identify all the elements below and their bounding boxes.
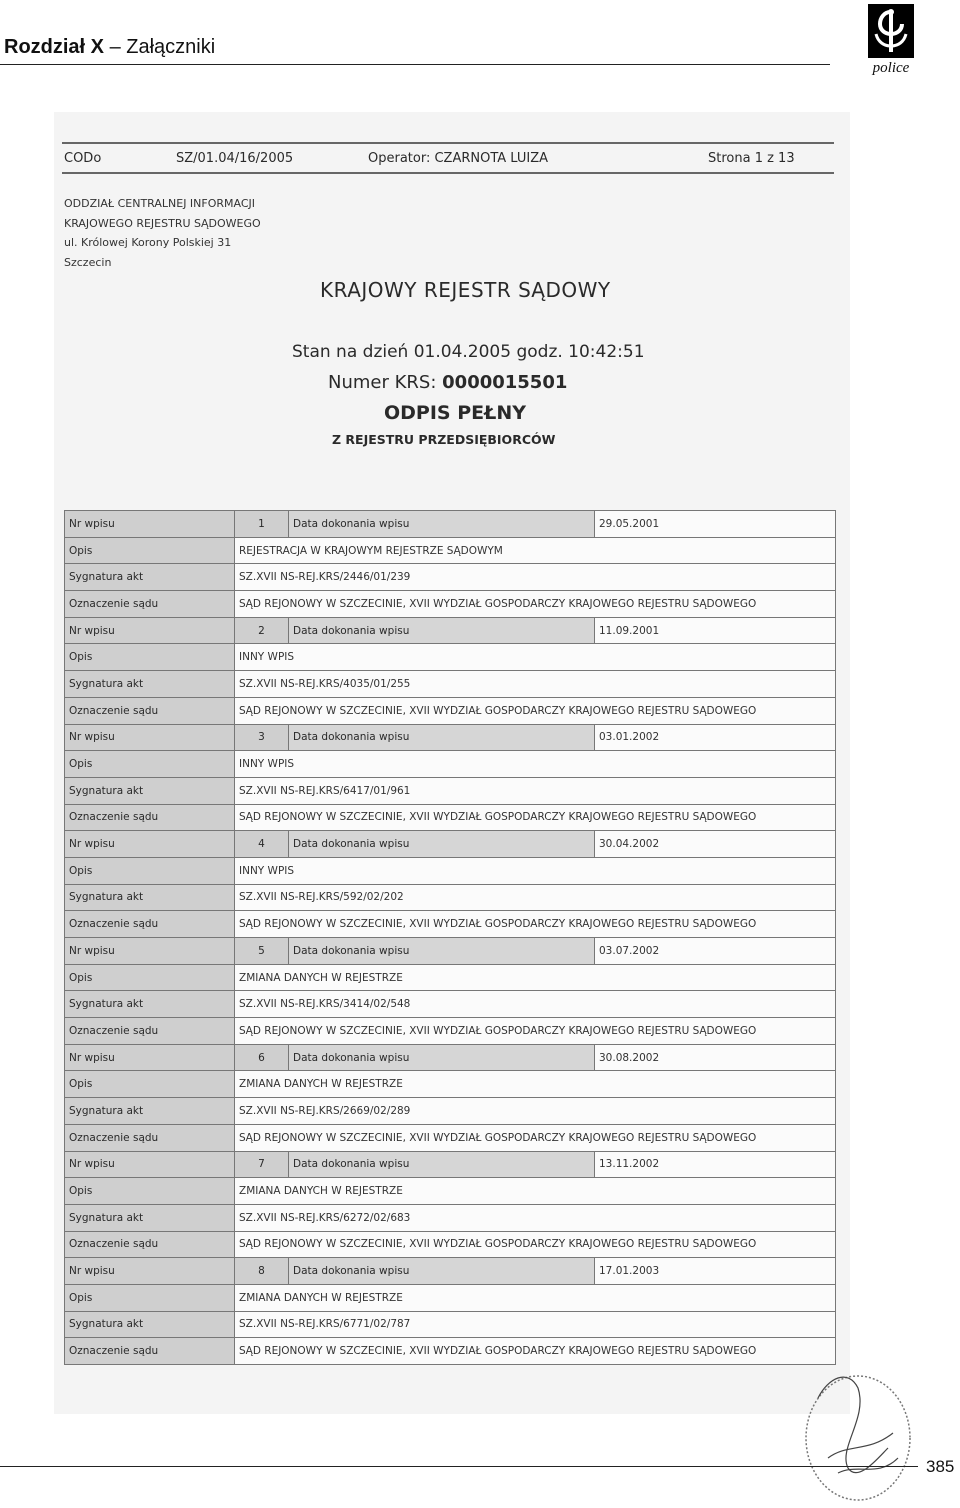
entry-row — [65, 511, 836, 538]
entry-court: SĄD REJONOWY W SZCZECINIE, XVII WYDZIAŁ GOSPODARCZY KRAJOWEGO REJESTRU SĄDOWEGO — [235, 1231, 836, 1258]
entry-date: 11.09.2001 — [595, 617, 836, 644]
entry-sygn-label: Sygnatura akt — [65, 1098, 235, 1125]
entry-row — [65, 857, 836, 884]
entry-court: SĄD REJONOWY W SZCZECINIE, XVII WYDZIAŁ GOSPODARCZY KRAJOWEGO REJESTRU SĄDOWEGO — [235, 697, 836, 724]
entry-opis-label: Opis — [65, 964, 235, 991]
entry-court-label: Oznaczenie sądu — [65, 591, 235, 618]
entry-number-label: Nr wpisu — [65, 511, 235, 538]
entry-sygn-label: Sygnatura akt — [65, 671, 235, 698]
entry-sygn: SZ.XVII NS-REJ.KRS/6771/02/787 — [235, 1311, 836, 1338]
page-number: 385 — [926, 1457, 955, 1476]
entry-date-label: Data dokonania wpisu — [289, 938, 595, 965]
entry-opis-label: Opis — [65, 751, 235, 778]
entry-row — [65, 617, 836, 644]
entry-number: 1 — [235, 511, 289, 538]
entry-row — [65, 1284, 836, 1311]
scanned-document — [54, 112, 850, 1414]
entry-court: SĄD REJONOWY W SZCZECINIE, XVII WYDZIAŁ GOSPODARCZY KRAJOWEGO REJESTRU SĄDOWEGO — [235, 1338, 836, 1365]
entry-number: 3 — [235, 724, 289, 751]
entry-row — [65, 1338, 836, 1365]
entry-row — [65, 1151, 836, 1178]
chapter-subtitle: – Załączniki — [104, 36, 216, 58]
entry-court: SĄD REJONOWY W SZCZECINIE, XVII WYDZIAŁ GOSPODARCZY KRAJOWEGO REJESTRU SĄDOWEGO — [235, 1018, 836, 1045]
document-page: Strona 1 z 13 — [708, 151, 795, 166]
chapter-bold: Rozdział X — [4, 36, 105, 58]
entry-row — [65, 1311, 836, 1338]
entry-date-label: Data dokonania wpisu — [289, 1151, 595, 1178]
entry-opis: ZMIANA DANYCH W REJESTRZE — [235, 1284, 836, 1311]
entry-row — [65, 777, 836, 804]
entry-row — [65, 884, 836, 911]
entry-court-label: Oznaczenie sądu — [65, 697, 235, 724]
entry-court: SĄD REJONOWY W SZCZECINIE, XVII WYDZIAŁ GOSPODARCZY KRAJOWEGO REJESTRU SĄDOWEGO — [235, 1124, 836, 1151]
entry-sygn-label: Sygnatura akt — [65, 1311, 235, 1338]
entry-row — [65, 1124, 836, 1151]
police-logo — [866, 4, 916, 80]
entry-row — [65, 831, 836, 858]
entry-sygn: SZ.XVII NS-REJ.KRS/6272/02/683 — [235, 1204, 836, 1231]
document-operator: Operator: CZARNOTA LUIZA — [368, 151, 549, 166]
odpis-heading: ODPIS PEŁNY — [384, 402, 526, 424]
entry-date-label: Data dokonania wpisu — [289, 511, 595, 538]
entry-row — [65, 751, 836, 778]
entry-court: SĄD REJONOWY W SZCZECINIE, XVII WYDZIAŁ GOSPODARCZY KRAJOWEGO REJESTRU SĄDOWEGO — [235, 804, 836, 831]
entry-number: 5 — [235, 938, 289, 965]
entry-sygn: SZ.XVII NS-REJ.KRS/2669/02/289 — [235, 1098, 836, 1125]
entry-date: 03.01.2002 — [595, 724, 836, 751]
entry-date-label: Data dokonania wpisu — [289, 1044, 595, 1071]
entry-sygn: SZ.XVII NS-REJ.KRS/3414/02/548 — [235, 991, 836, 1018]
document-topbar — [62, 142, 834, 174]
entry-opis-label: Opis — [65, 1284, 235, 1311]
entry-number: 4 — [235, 831, 289, 858]
entry-date: 17.01.2003 — [595, 1258, 836, 1285]
entry-date-label: Data dokonania wpisu — [289, 1258, 595, 1285]
entry-court: SĄD REJONOWY W SZCZECINIE, XVII WYDZIAŁ GOSPODARCZY KRAJOWEGO REJESTRU SĄDOWEGO — [235, 911, 836, 938]
entry-date-label: Data dokonania wpisu — [289, 617, 595, 644]
entry-row — [65, 1258, 836, 1285]
entry-number-label: Nr wpisu — [65, 938, 235, 965]
office-line: ODDZIAŁ CENTRALNEJ INFORMACJI — [64, 197, 256, 210]
entry-row — [65, 964, 836, 991]
entry-sygn-label: Sygnatura akt — [65, 1204, 235, 1231]
krs-value: 0000015501 — [442, 372, 568, 393]
entry-date: 03.07.2002 — [595, 938, 836, 965]
entry-row — [65, 591, 836, 618]
entry-number-label: Nr wpisu — [65, 617, 235, 644]
entry-date-label: Data dokonania wpisu — [289, 831, 595, 858]
entry-number: 8 — [235, 1258, 289, 1285]
entry-row — [65, 644, 836, 671]
entry-date-label: Data dokonania wpisu — [289, 724, 595, 751]
entry-row — [65, 537, 836, 564]
krs-number — [328, 372, 567, 393]
entry-row — [65, 911, 836, 938]
entry-number-label: Nr wpisu — [65, 831, 235, 858]
entry-row — [65, 1098, 836, 1125]
entry-sygn: SZ.XVII NS-REJ.KRS/592/02/202 — [235, 884, 836, 911]
entry-date: 13.11.2002 — [595, 1151, 836, 1178]
entry-court-label: Oznaczenie sądu — [65, 911, 235, 938]
entry-row — [65, 697, 836, 724]
entry-row — [65, 1204, 836, 1231]
entry-court-label: Oznaczenie sądu — [65, 1338, 235, 1365]
entry-row — [65, 1018, 836, 1045]
entry-sygn: SZ.XVII NS-REJ.KRS/2446/01/239 — [235, 564, 836, 591]
entry-court-label: Oznaczenie sądu — [65, 1231, 235, 1258]
logo-text: police — [872, 60, 910, 76]
footer-rule — [0, 1466, 918, 1467]
entries-body — [65, 511, 836, 1365]
entry-sygn-label: Sygnatura akt — [65, 991, 235, 1018]
entry-number-label: Nr wpisu — [65, 1151, 235, 1178]
signature-stamp-icon — [788, 1358, 918, 1508]
entry-number-label: Nr wpisu — [65, 1044, 235, 1071]
entry-date: 29.05.2001 — [595, 511, 836, 538]
entry-court-label: Oznaczenie sądu — [65, 804, 235, 831]
entry-number: 7 — [235, 1151, 289, 1178]
entry-opis: REJESTRACJA W KRAJOWYM REJESTRZE SĄDOWYM — [235, 537, 836, 564]
entry-row — [65, 1071, 836, 1098]
entry-court: SĄD REJONOWY W SZCZECINIE, XVII WYDZIAŁ GOSPODARCZY KRAJOWEGO REJESTRU SĄDOWEGO — [235, 591, 836, 618]
krs-label: Numer KRS: — [328, 372, 443, 393]
entry-row — [65, 564, 836, 591]
entry-row — [65, 991, 836, 1018]
entry-court-label: Oznaczenie sądu — [65, 1124, 235, 1151]
entry-number-label: Nr wpisu — [65, 724, 235, 751]
document-reference: SZ/01.04/16/2005 — [176, 151, 294, 166]
entry-row — [65, 671, 836, 698]
entries-table — [64, 510, 836, 1365]
entry-date: 30.04.2002 — [595, 831, 836, 858]
entry-opis: INNY WPIS — [235, 857, 836, 884]
entry-row — [65, 1178, 836, 1205]
entry-court-label: Oznaczenie sądu — [65, 1018, 235, 1045]
page-header — [0, 30, 830, 65]
entry-opis-label: Opis — [65, 644, 235, 671]
office-line: ul. Królowej Korony Polskiej 31 — [64, 236, 232, 249]
entry-row — [65, 1044, 836, 1071]
state-line: Stan na dzień 01.04.2005 godz. 10:42:51 — [292, 342, 645, 362]
document-code: CODo — [64, 151, 102, 166]
entry-row — [65, 1231, 836, 1258]
entry-sygn: SZ.XVII NS-REJ.KRS/4035/01/255 — [235, 671, 836, 698]
entry-opis-label: Opis — [65, 857, 235, 884]
entry-row — [65, 938, 836, 965]
office-address — [64, 194, 261, 272]
police-emblem-icon — [868, 4, 914, 58]
office-line: KRAJOWEGO REJESTRU SĄDOWEGO — [64, 216, 261, 230]
entry-sygn: SZ.XVII NS-REJ.KRS/6417/01/961 — [235, 777, 836, 804]
entry-sygn-label: Sygnatura akt — [65, 777, 235, 804]
entry-opis: ZMIANA DANYCH W REJESTRZE — [235, 1178, 836, 1205]
entry-number: 2 — [235, 617, 289, 644]
entry-sygn-label: Sygnatura akt — [65, 884, 235, 911]
register-heading: Z REJESTRU PRZEDSIĘBIORCÓW — [332, 432, 556, 447]
entry-opis: ZMIANA DANYCH W REJESTRZE — [235, 1071, 836, 1098]
entry-opis: INNY WPIS — [235, 751, 836, 778]
entry-row — [65, 804, 836, 831]
entry-number-label: Nr wpisu — [65, 1258, 235, 1285]
office-line: Szczecin — [64, 255, 112, 269]
entry-number: 6 — [235, 1044, 289, 1071]
entry-opis: ZMIANA DANYCH W REJESTRZE — [235, 964, 836, 991]
entry-row — [65, 724, 836, 751]
entry-date: 30.08.2002 — [595, 1044, 836, 1071]
entry-opis-label: Opis — [65, 1178, 235, 1205]
entry-sygn-label: Sygnatura akt — [65, 564, 235, 591]
document-title: KRAJOWY REJESTR SĄDOWY — [320, 278, 611, 302]
entry-opis-label: Opis — [65, 537, 235, 564]
entry-opis-label: Opis — [65, 1071, 235, 1098]
chapter-title — [4, 36, 215, 59]
entry-opis: INNY WPIS — [235, 644, 836, 671]
